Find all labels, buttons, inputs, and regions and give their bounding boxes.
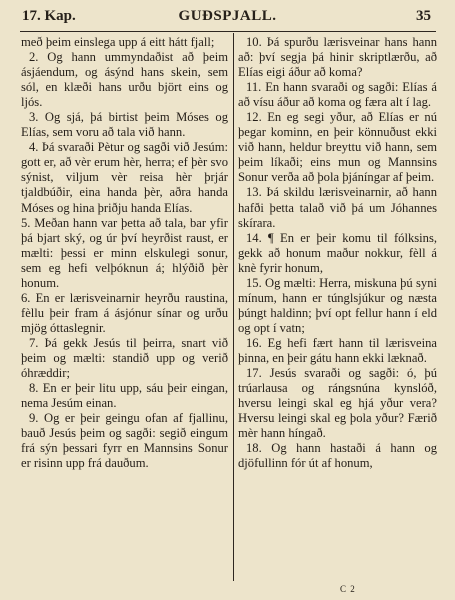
verse-paragraph: 2. Og hann ummyndaðist að þeim ásjáendum, og ásýnd hans skein, sem sól, en klæði hans urðu björt eins og ljós. <box>21 50 228 110</box>
verse-paragraph: 10. Þá spurðu lærisveinar hans hann að: því segja þá hinir skriptlærðu, að Elías eigi áður að koma? <box>238 35 437 80</box>
verse-paragraph: 15. Og mælti: Herra, miskuna þú syni mínum, hann er túnglsjúkur og næsta þúngt haldinn; því opt fellur hann í eld og opt í vatn; <box>238 275 437 335</box>
verse-paragraph: með þeim einslega upp á eitt hátt fjall; <box>21 35 215 49</box>
verse-paragraph: 14. ¶ En er þeir komu til fólksins, gekk að honum maður nokkur, fèll á knè fyrir honum, <box>238 230 437 275</box>
verse-paragraph: 12. En eg segi yður, að Elías er nú þegar kominn, en þeir könnuðust ekki við hann, heldur breyttu við hann, sem þeim líkaði; eins mun og Mannsins Sonur verða að þola þjáníngar af þeim. <box>238 110 437 185</box>
book-title: GUÐSPJALL. <box>178 8 277 24</box>
signature-mark: C 2 <box>340 584 356 594</box>
column-divider <box>233 33 234 581</box>
verse-paragraph: 7. Þá gekk Jesús til þeirra, snart við þeim og mælti: standið upp og verið óhræddir; <box>21 335 228 381</box>
page-number: 35 <box>416 8 431 24</box>
left-column <box>21 35 228 471</box>
verse-paragraph: 3. Og sjá, þá birtist þeim Móses og Elías, sem voru að tala við hann. <box>21 110 228 140</box>
running-head <box>0 8 455 30</box>
verse-paragraph: 13. Þá skildu lærisveinarnir, að hann hafði þetta talað við þá um Jóhannes skírara. <box>238 185 437 230</box>
verse-paragraph: 6. En er lærisveinarnir heyrðu raustina, fèllu þeir fram á ásjónur sínar og urðu mjög óttaslegnir. <box>21 290 228 335</box>
verse-paragraph: 17. Jesús svaraði og sagði: ó, þú trúarlausa og rángsnúna kynslóð, hversu leingi skal eg hjá yður vera? Hversu leingi skal eg þola yður? Færið mèr hann híngað. <box>238 366 437 441</box>
verse-paragraph: 5. Meðan hann var þetta að tala, bar yfir þá bjart ský, og úr því heyrðist raust, er mælti: þessi er minn elskulegi sonur, sem eg hefi velþóknun á; hlýðið þèr honum. <box>21 215 228 290</box>
verse-paragraph: 9. Og er þeir geingu ofan af fjallinu, bauð Jesús þeim og sagði: segið eingum frá sýn þessari fyrr en Mannsins Sonur er risinn upp frá dauðum. <box>21 411 228 471</box>
verse-paragraph: 16. Eg hefi fært hann til lærisveina þinna, en þeir gátu hann ekki læknað. <box>238 335 437 365</box>
verse-paragraph: 18. Og hann hastaði á hann og djöfullinn fór út af honum, <box>238 441 437 471</box>
verse-paragraph: 11. En hann svaraði og sagði: Elías á að vísu áður að koma og færa alt í lag. <box>238 80 437 110</box>
right-column <box>238 35 437 471</box>
verse-paragraph: 4. Þá svaraði Pètur og sagði við Jesúm: gott er, að vèr erum hèr, herra; ef þèr svo sýnist, viljum vèr reisa hèr þrjár tjaldbúðir, eina handa þèr, aðra handa Móses og hina þriðju handa Elías. <box>21 140 228 215</box>
verse-paragraph: 8. En er þeir litu upp, sáu þeir eingan, nema Jesúm einan. <box>21 381 228 411</box>
chapter-label: 17. Kap. <box>22 8 76 24</box>
header-rule <box>20 31 436 32</box>
